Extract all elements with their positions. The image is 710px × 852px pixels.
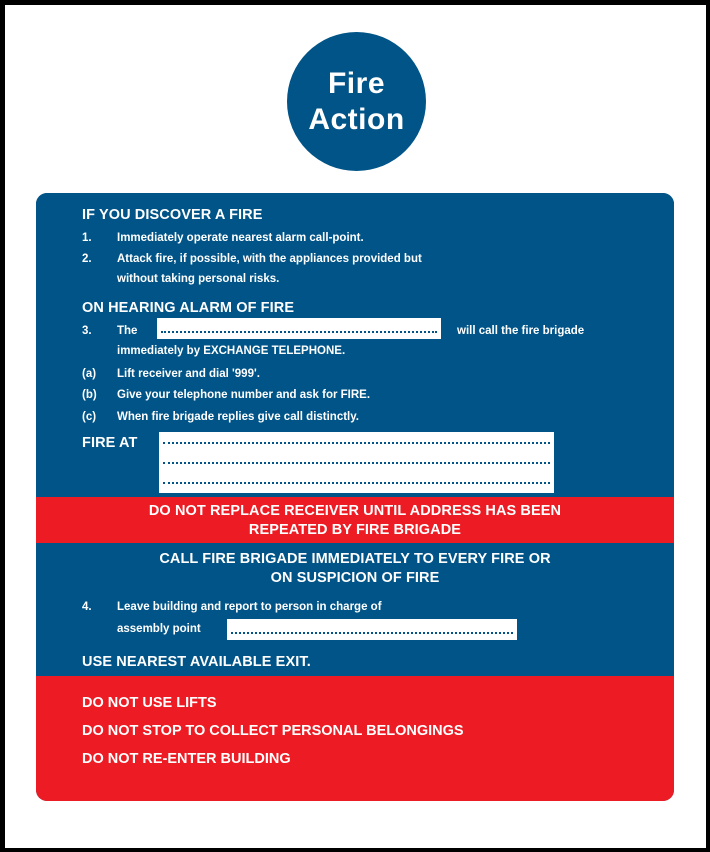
call-brigade-section bbox=[36, 543, 674, 676]
fire-at-address-field[interactable] bbox=[159, 432, 554, 493]
item-text: will call the fire brigade bbox=[457, 325, 585, 337]
item-text: assembly point bbox=[117, 623, 201, 635]
item-text: without taking personal risks. bbox=[117, 273, 280, 285]
item-text: Immediately operate nearest alarm call-point. bbox=[117, 232, 364, 244]
item-text: Lift receiver and dial '999'. bbox=[117, 368, 260, 380]
item-number: 4. bbox=[82, 601, 92, 613]
call-brigade-line1: CALL FIRE BRIGADE IMMEDIATELY TO EVERY FIRE OR bbox=[159, 551, 551, 567]
exit-instruction: USE NEAREST AVAILABLE EXIT. bbox=[82, 654, 311, 670]
dotted-line bbox=[161, 331, 437, 333]
item-text: Give your telephone number and ask for FIRE. bbox=[117, 389, 371, 401]
discover-alarm-section bbox=[36, 193, 674, 497]
fire-at-label: FIRE AT bbox=[82, 435, 138, 451]
alarm-heading: ON HEARING ALARM OF FIRE bbox=[82, 300, 295, 316]
dont-item: DO NOT RE-ENTER BUILDING bbox=[82, 751, 291, 767]
item-number: (a) bbox=[82, 368, 97, 380]
badge-title-line2: Action bbox=[308, 102, 405, 136]
dont-item: DO NOT USE LIFTS bbox=[82, 695, 217, 711]
fire-action-badge bbox=[287, 32, 426, 171]
badge-title-line1: Fire bbox=[327, 66, 386, 100]
item-number: (c) bbox=[82, 411, 97, 423]
dont-item: DO NOT STOP TO COLLECT PERSONAL BELONGINGS bbox=[82, 723, 464, 739]
item-number: 3. bbox=[82, 325, 92, 337]
responsible-person-field[interactable] bbox=[157, 318, 441, 339]
item-text: Attack fire, if possible, with the appliances provided but bbox=[117, 253, 422, 265]
assembly-point-field[interactable] bbox=[227, 619, 517, 640]
receiver-warning-line2: REPEATED BY FIRE BRIGADE bbox=[248, 522, 462, 538]
receiver-warning-band bbox=[36, 497, 674, 543]
dotted-line bbox=[163, 442, 550, 444]
item-text: Leave building and report to person in charge of bbox=[117, 601, 382, 613]
dotted-line bbox=[163, 482, 550, 484]
item-number: 2. bbox=[82, 253, 92, 265]
item-text: When fire brigade replies give call distinctly. bbox=[117, 411, 359, 423]
discover-heading: IF YOU DISCOVER A FIRE bbox=[82, 207, 263, 223]
call-brigade-line2: ON SUSPICION OF FIRE bbox=[270, 570, 440, 586]
item-text: immediately by EXCHANGE TELEPHONE. bbox=[117, 345, 346, 357]
dotted-line bbox=[163, 462, 550, 464]
item-number: (b) bbox=[82, 389, 97, 401]
item-text: The bbox=[117, 325, 138, 337]
item-number: 1. bbox=[82, 232, 92, 244]
donts-band bbox=[36, 676, 674, 801]
dotted-line bbox=[231, 632, 513, 634]
receiver-warning-line1: DO NOT REPLACE RECEIVER UNTIL ADDRESS HAS BEEN bbox=[148, 503, 562, 519]
instructions-panel bbox=[36, 193, 674, 801]
